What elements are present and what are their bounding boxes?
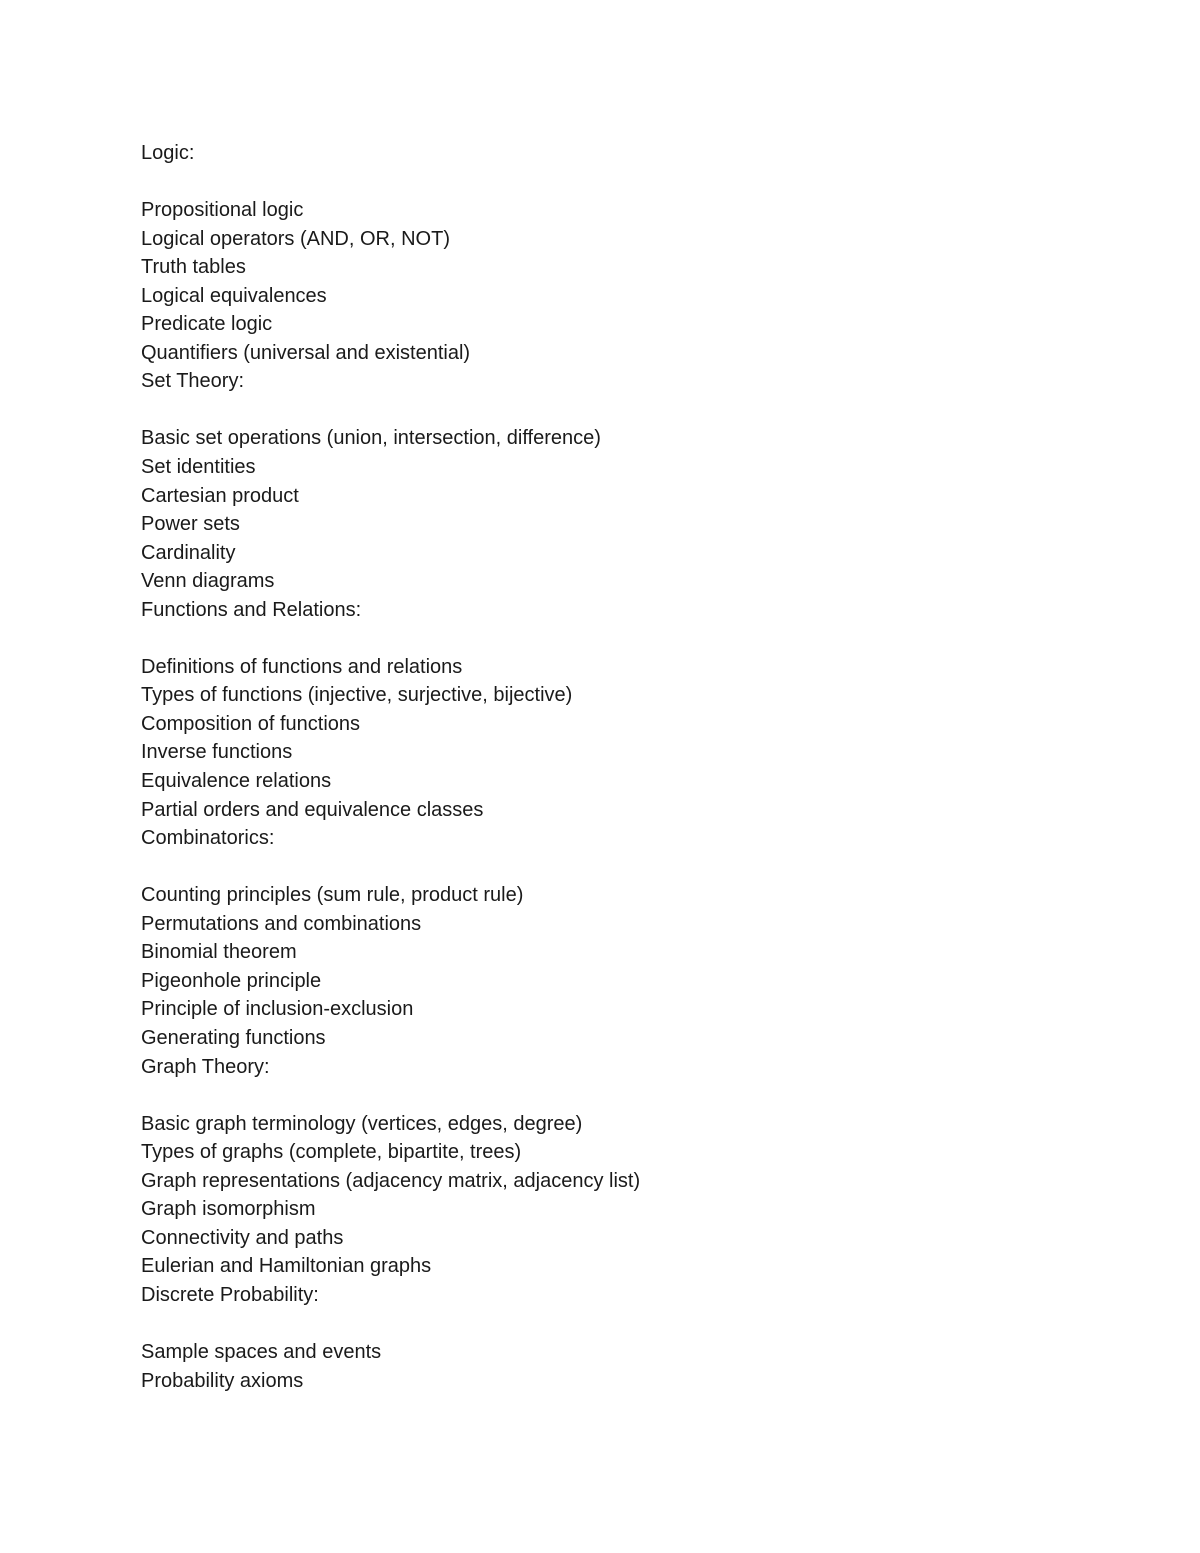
list-item: Set identities bbox=[141, 456, 256, 479]
list-item: Venn diagrams bbox=[141, 570, 275, 593]
list-item: Predicate logic bbox=[141, 313, 273, 336]
section-heading-set-theory: Set Theory: bbox=[141, 370, 245, 393]
list-item: Eulerian and Hamiltonian graphs bbox=[141, 1255, 432, 1278]
list-item: Binomial theorem bbox=[141, 941, 297, 964]
list-item: Pigeonhole principle bbox=[141, 969, 322, 992]
list-item: Types of functions (injective, surjective, bijective) bbox=[141, 684, 573, 707]
list-item: Truth tables bbox=[141, 256, 246, 279]
list-item: Graph representations (adjacency matrix, adjacency list) bbox=[141, 1169, 641, 1192]
list-item: Logical equivalences bbox=[141, 284, 327, 307]
list-item: Counting principles (sum rule, product rule) bbox=[141, 884, 524, 907]
list-item: Generating functions bbox=[141, 1026, 326, 1049]
list-item: Composition of functions bbox=[141, 712, 361, 735]
list-item: Quantifiers (universal and existential) bbox=[141, 341, 471, 364]
section-heading-logic: Logic: bbox=[141, 142, 195, 164]
list-item: Power sets bbox=[141, 513, 240, 536]
list-item: Sample spaces and events bbox=[141, 1340, 382, 1363]
blank-line bbox=[141, 168, 1141, 197]
list-item: Cardinality bbox=[141, 541, 236, 564]
list-item: Principle of inclusion-exclusion bbox=[141, 998, 414, 1021]
blank-line bbox=[141, 1081, 1141, 1110]
list-item: Cartesian product bbox=[141, 484, 299, 507]
section-heading-combinatorics: Combinatorics: bbox=[141, 827, 275, 850]
list-item: Basic graph terminology (vertices, edges, degree) bbox=[141, 1112, 583, 1135]
section-heading-functions-relations: Functions and Relations: bbox=[141, 598, 362, 621]
list-item: Propositional logic bbox=[141, 199, 304, 222]
blank-line bbox=[141, 396, 1141, 425]
section-heading-graph-theory: Graph Theory: bbox=[141, 1055, 270, 1078]
list-item: Definitions of functions and relations bbox=[141, 655, 463, 678]
section-heading-discrete-probability: Discrete Probability: bbox=[141, 1283, 319, 1306]
list-item: Probability axioms bbox=[141, 1369, 304, 1392]
blank-line bbox=[141, 624, 1141, 653]
list-item: Logical operators (AND, OR, NOT) bbox=[141, 227, 450, 250]
list-item: Basic set operations (union, intersection, difference) bbox=[141, 427, 601, 450]
list-item: Partial orders and equivalence classes bbox=[141, 798, 484, 821]
blank-line bbox=[141, 853, 1141, 882]
document-body bbox=[141, 139, 1141, 1395]
list-item: Connectivity and paths bbox=[141, 1226, 344, 1249]
list-item: Permutations and combinations bbox=[141, 912, 422, 935]
list-item: Equivalence relations bbox=[141, 770, 332, 793]
list-item: Inverse functions bbox=[141, 741, 293, 764]
list-item: Types of graphs (complete, bipartite, trees) bbox=[141, 1141, 522, 1164]
blank-line bbox=[141, 1309, 1141, 1338]
list-item: Graph isomorphism bbox=[141, 1198, 316, 1221]
